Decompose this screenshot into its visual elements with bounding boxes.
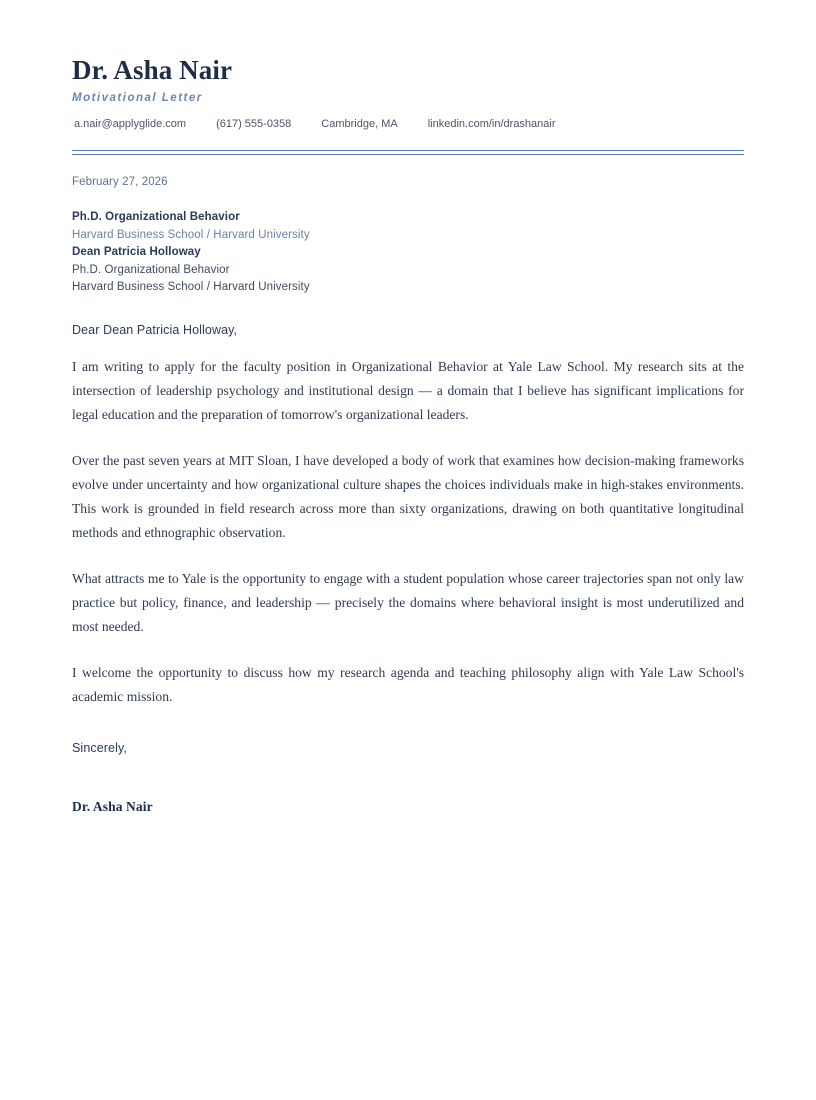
- document-type-subtitle: Motivational Letter: [72, 92, 203, 105]
- recipient-line-address: Harvard Business School / Harvard University: [72, 281, 310, 294]
- letter-date: February 27, 2026: [72, 176, 168, 189]
- letter-body: [72, 355, 744, 710]
- contact-row: [74, 118, 744, 130]
- page-title: Dr. Asha Nair: [72, 55, 233, 85]
- contact-email[interactable]: a.nair@applyglide.com: [74, 118, 187, 131]
- contact-location: Cambridge, MA: [321, 118, 398, 131]
- body-paragraph-1: I am writing to apply for the faculty position in Organizational Behavior at Yale Law School. My research sits at the intersection of leadership psychology and institutional design — a domain that I believe has significant implications for legal education and the preparation of tomorrow's organizational leaders.: [72, 358, 744, 422]
- contact-phone[interactable]: (617) 555-0358: [216, 118, 292, 131]
- recipient-line-institution: Harvard Business School / Harvard University: [72, 228, 310, 241]
- recipient-line-program: Ph.D. Organizational Behavior: [72, 211, 240, 224]
- contact-linkedin[interactable]: linkedin.com/in/drashanair: [427, 118, 556, 131]
- signature-name: Dr. Asha Nair: [72, 799, 153, 815]
- body-paragraph-2: Over the past seven years at MIT Sloan, I have developed a body of work that examines how decision-making frameworks evolve under uncertainty and how organizational culture shapes the choices individuals make in high-stakes environments. This work is grounded in field research across more than sixty organizations, drawing on both quantitative longitudinal methods and ethnographic observation.: [72, 452, 744, 540]
- salutation: Dear Dean Patricia Holloway,: [72, 322, 238, 337]
- recipient-address-block: [72, 212, 744, 294]
- recipient-line-contact-name: Dean Patricia Holloway: [72, 246, 201, 259]
- recipient-line-department: Ph.D. Organizational Behavior: [72, 263, 230, 276]
- body-paragraph-3: What attracts me to Yale is the opportunity to engage with a student population whose career trajectories span not only law practice but policy, finance, and leadership — precisely the domains where behavioral insight is most underutilized and most needed.: [72, 570, 744, 634]
- closing-salutation: Sincerely,: [72, 741, 127, 756]
- letterhead: [72, 55, 744, 136]
- body-paragraph-4: I welcome the opportunity to discuss how my research agenda and teaching philosophy align with Yale Law School's academic mission.: [72, 665, 744, 705]
- header-divider: [72, 150, 744, 155]
